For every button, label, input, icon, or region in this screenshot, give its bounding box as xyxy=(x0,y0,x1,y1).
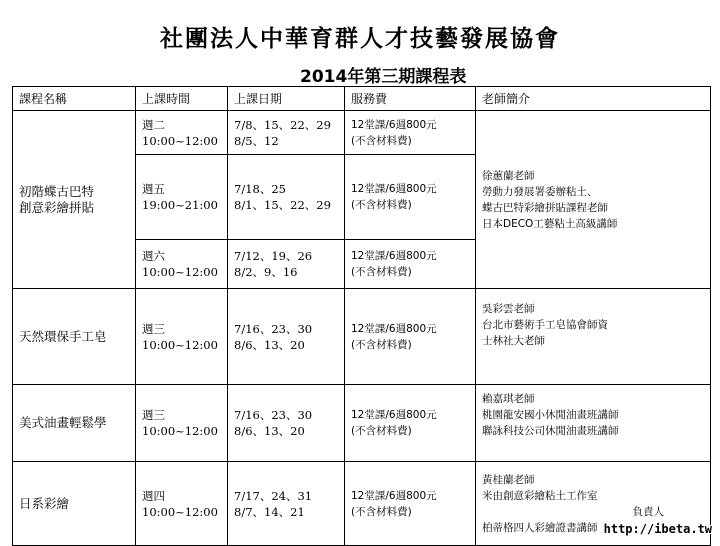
class-dates: 7/18、25 8/1、15、22、29 xyxy=(228,155,345,240)
table-row xyxy=(13,385,711,462)
table-row xyxy=(13,111,711,155)
course-name: 初階蝶古巴特 創意彩繪拼貼 xyxy=(13,111,136,289)
header-row xyxy=(13,87,711,111)
teacher-intro: 吳彩雲老師 台北市藝術手工皂協會師資 士林社大老師 xyxy=(476,289,711,385)
service-fee: 12堂課/6週800元 (不含材料費) xyxy=(345,155,476,240)
class-dates: 7/16、23、30 8/6、13、20 xyxy=(228,289,345,385)
service-fee: 12堂課/6週800元 (不含材料費) xyxy=(345,462,476,546)
header-class-time: 上課時間 xyxy=(136,87,228,111)
service-fee: 12堂課/6週800元 (不含材料費) xyxy=(345,289,476,385)
header-service-fee: 服務費 xyxy=(345,87,476,111)
teacher-intro: 徐蕙蘭老師 勞動力發展署委辦粘土、 蝶古巴特彩繪拼貼課程老師 日本DECO工藝粘土高級講師 xyxy=(476,111,711,289)
teacher-intro: 賴嘉琪老師 桃園龍安國小休閒油畫班講師 聯詠科技公司休閒油畫班講師 xyxy=(476,385,711,462)
service-fee: 12堂課/6週800元 (不含材料費) xyxy=(345,111,476,155)
organization-title: 社團法人中華育群人才技藝發展協會 xyxy=(160,26,560,52)
class-time: 週三 10:00~12:00 xyxy=(136,289,228,385)
class-dates: 7/8、15、22、29 8/5、12 xyxy=(228,111,345,155)
class-dates: 7/16、23、30 8/6、13、20 xyxy=(228,385,345,462)
service-fee: 12堂課/6週800元 (不含材料費) xyxy=(345,240,476,289)
service-fee: 12堂課/6週800元 (不含材料費) xyxy=(345,385,476,462)
header-class-dates: 上課日期 xyxy=(228,87,345,111)
class-time: 週二 10:00~12:00 xyxy=(136,111,228,155)
schedule-title: 2014年第三期課程表 xyxy=(300,67,467,87)
header-course-name: 課程名稱 xyxy=(13,87,136,111)
class-dates: 7/17、24、31 8/7、14、21 xyxy=(228,462,345,546)
table-row xyxy=(13,289,711,385)
class-time: 週三 10:00~12:00 xyxy=(136,385,228,462)
course-table xyxy=(12,86,711,546)
course-name: 日系彩繪 xyxy=(13,462,136,546)
class-time: 週四 10:00~12:00 xyxy=(136,462,228,546)
site-watermark: http://ibeta.tw xyxy=(603,522,712,536)
course-name: 天然環保手工皂 xyxy=(13,289,136,385)
class-time: 週六 10:00~12:00 xyxy=(136,240,228,289)
teacher-intro: 黃桂蘭老師 米由創意彩繪粘土工作室 負責人 柏蒂格四人彩繪證書講師 xyxy=(476,462,711,546)
class-dates: 7/12、19、26 8/2、9、16 xyxy=(228,240,345,289)
class-time: 週五 19:00~21:00 xyxy=(136,155,228,240)
header-teacher-intro: 老師簡介 xyxy=(476,87,711,111)
course-name: 美式油畫輕鬆學 xyxy=(13,385,136,462)
